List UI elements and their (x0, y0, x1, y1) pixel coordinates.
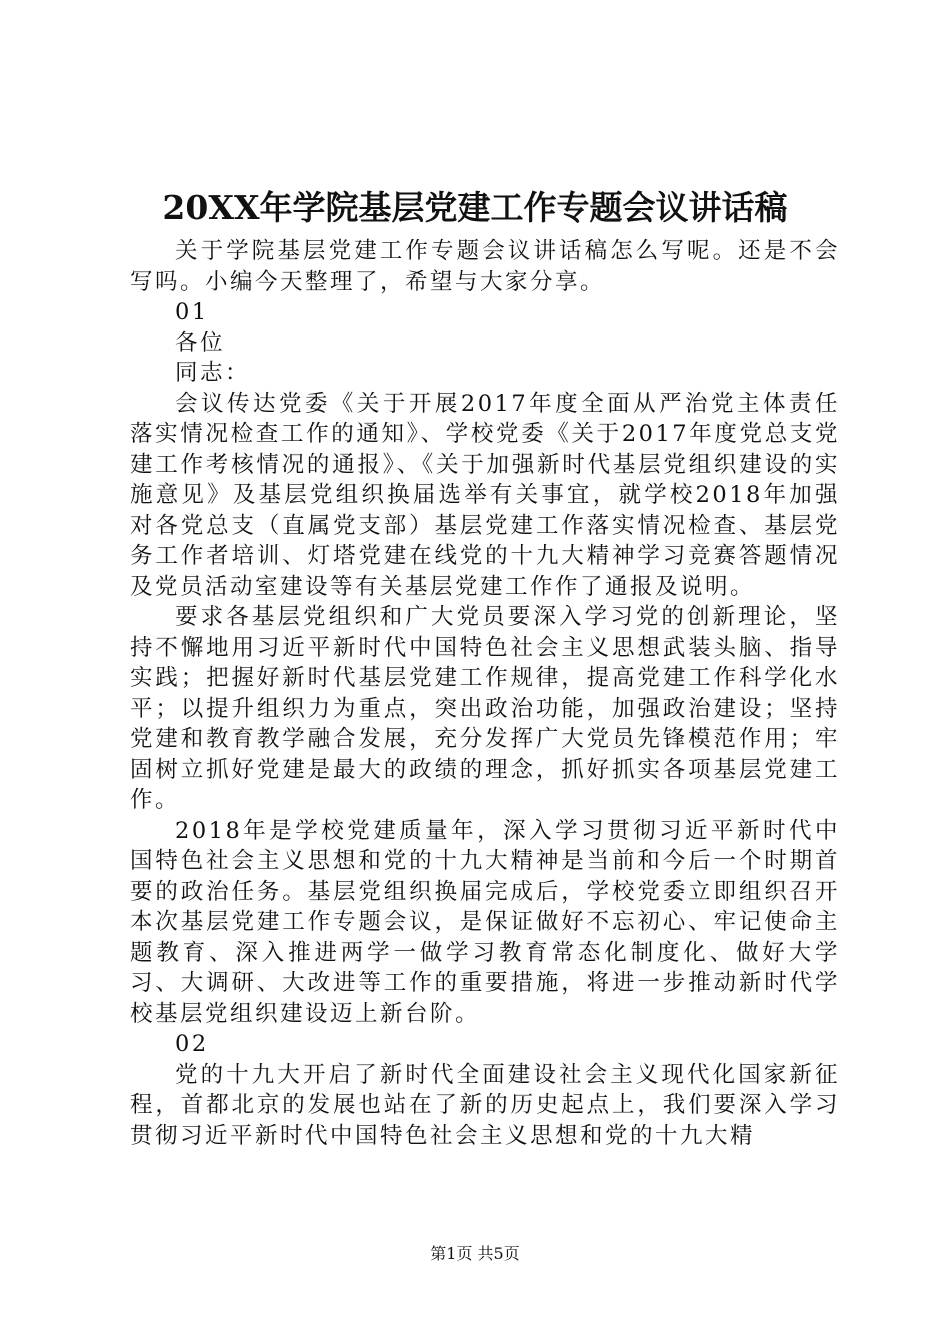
section-number-01: 01 (175, 299, 209, 325)
salutation-line: 各位 (175, 329, 226, 356)
section-number-02: 02 (175, 1031, 209, 1057)
paragraph-meeting-summary: 会议传达党委《关于开展2017年度全面从严治党主体责任落实情况检查工作的通知》、学校党委《关于2017年度党总支党建工作考核情况的通报》、《关于加强新时代基层党组织建设的实施意见》及基层党组织换届选举有关事宜，就学校2018年加强对各党总支（直属党支部）基层党建工作落实情况检查、基层党务工作者培训、灯塔党建在线党的十九大精神学习竞赛答题情况及党员活动室建设等有关基层党建工作作了通报及说明。 (130, 390, 840, 600)
document-body (130, 236, 840, 1151)
paragraph-intro: 关于学院基层党建工作专题会议讲话稿怎么写呢。还是不会写吗。小编今天整理了，希望与大家分享。 (130, 238, 840, 295)
paragraph-requirements: 要求各基层党组织和广大党员要深入学习党的创新理论，坚持不懈地用习近平新时代中国特色社会主义思想武装头脑、指导实践；把握好新时代基层党建工作规律，提高党建工作科学化水平；以提升组织力为重点，突出政治功能，加强政治建设；坚持党建和教育教学融合发展，充分发挥广大党员先锋模范作用；牢固树立抓好党建是最大的政绩的理念，抓好抓实各项基层党建工作。 (130, 604, 840, 813)
paragraph-2018-quality-year: 2018年是学校党建质量年，深入学习贯彻习近平新时代中国特色社会主义思想和党的十九大精神是当前和今后一个时期首要的政治任务。基层党组织换届完成后，学校党委立即组织召开本次基层党建工作专题会议，是保证做好不忘初心、牢记使命主题教育、深入推进两学一做学习教育常态化制度化、做好大学习、大调研、大改进等工作的重要措施，将进一步推动新时代学校基层党组织建设迈上新台阶。 (130, 817, 840, 1027)
document-title: 20XX年学院基层党建工作专题会议讲话稿 (162, 188, 788, 227)
page-footer: 第1页 共5页 (430, 1244, 520, 1263)
paragraph-nineteenth-congress: 党的十九大开启了新时代全面建设社会主义现代化国家新征程，首都北京的发展也站在了新的历史起点上，我们要深入学习贯彻习近平新时代中国特色社会主义思想和党的十九大精 (130, 1061, 840, 1149)
salutation-line: 同志： (175, 360, 251, 386)
